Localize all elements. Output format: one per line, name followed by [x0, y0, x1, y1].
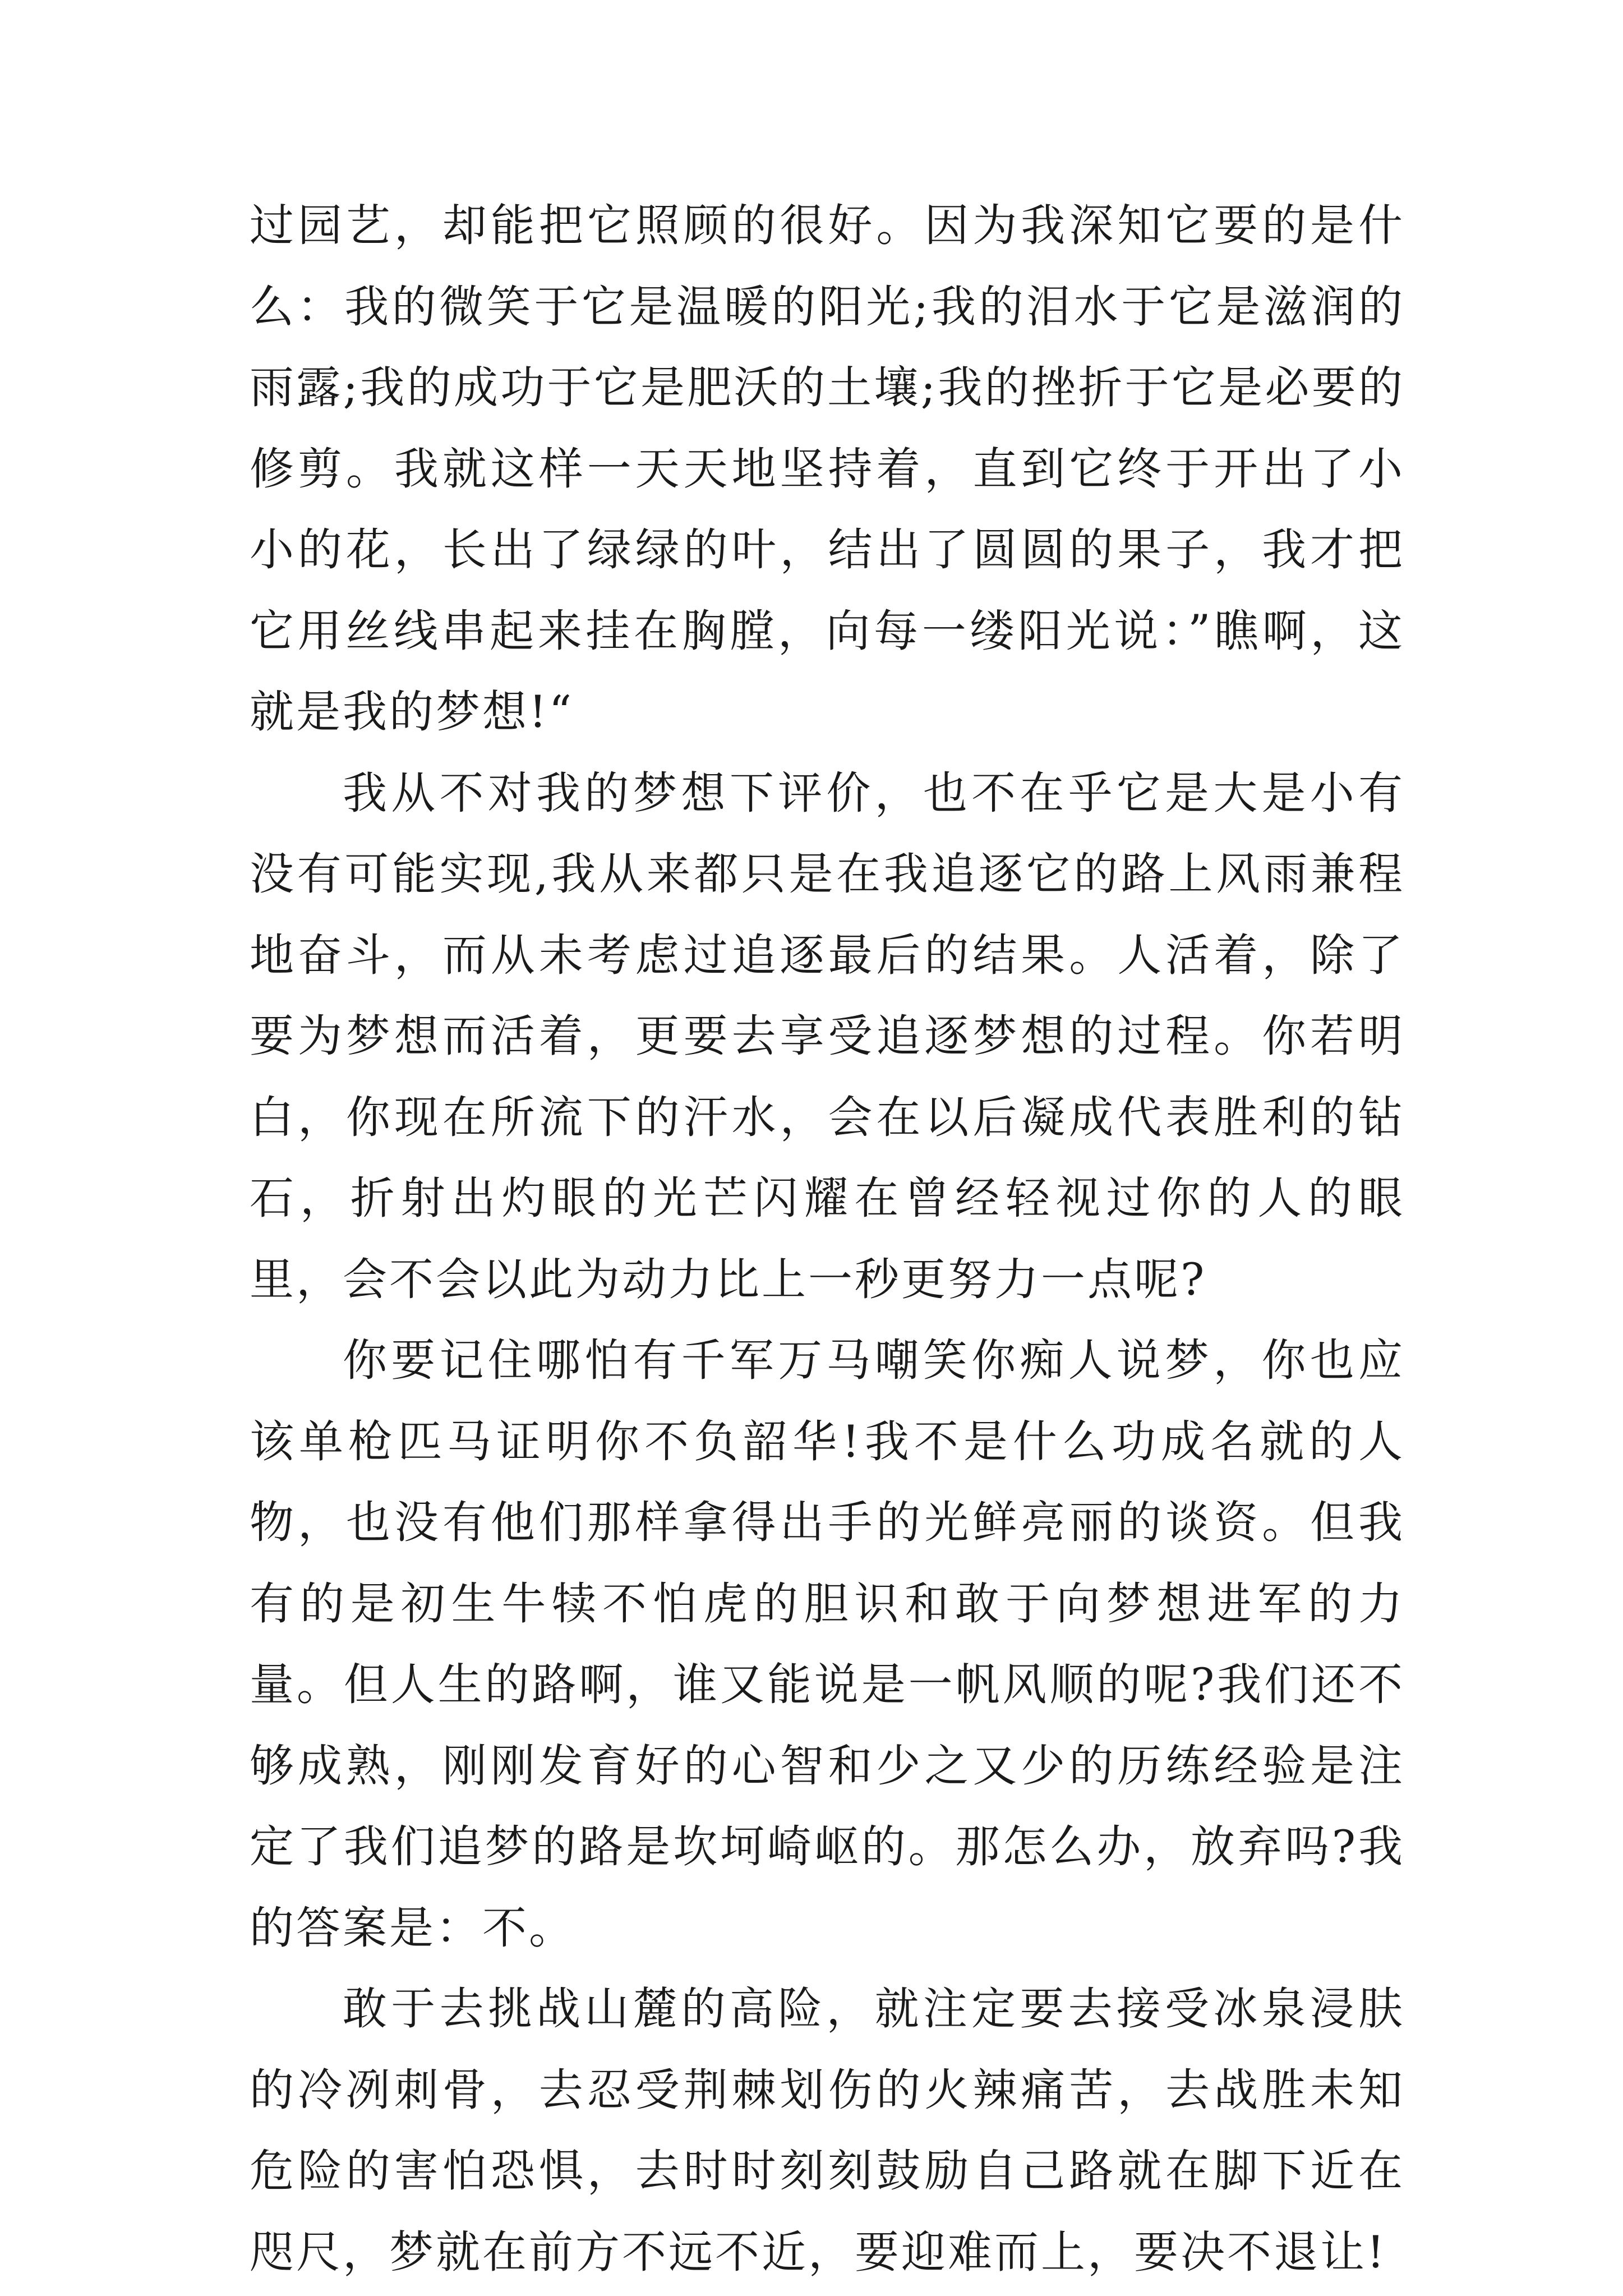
paragraph: 我从不对我的梦想下评价，也不在乎它是大是小有没有可能实现,我从来都只是在我追逐它的路上风雨兼程地奋斗，而从未考虑过追逐最后的结果。人活着，除了要为梦想而活着，更要去享受追逐梦想的过程。你若明白，你现在所流下的汗水，会在以后凝成代表胜利的钻石，折射出灼眼的光芒闪耀在曾经轻视过你的人的眼里，会不会以此为动力比上一秒更努力一点呢? [250, 767, 1405, 1305]
paragraph: 敢于去挑战山麓的高险，就注定要去接受冰泉浸肤的冷冽刺骨，去忍受荆棘划伤的火辣痛苦，去战胜未知危险的害怕恐惧，去时时刻刻鼓励自己路就在脚下近在咫尺，梦就在前方不远不近，要迎难而上，要决不退让! [250, 1983, 1405, 2278]
paragraph: 你要记住哪怕有千军万马嘲笑你痴人说梦，你也应该单枪匹马证明你不负韶华!我不是什么功成名就的人物，也没有他们那样拿得出手的光鲜亮丽的谈资。但我有的是初生牛犊不怕虎的胆识和敢于向梦想进军的力量。但人生的路啊，谁又能说是一帆风顺的呢?我们还不够成熟，刚刚发育好的心智和少之又少的历练经验是注定了我们追梦的路是坎坷崎岖的。那怎么办，放弃吗?我的答案是：不。 [250, 1335, 1405, 1954]
body-text [250, 185, 1405, 2293]
paragraph-continued: 过园艺，却能把它照顾的很好。因为我深知它要的是什么：我的微笑于它是温暖的阳光;我的泪水于它是滋润的雨露;我的成功于它是肥沃的土壤;我的挫折于它是必要的修剪。我就这样一天天地坚持着，直到它终于开出了小小的花，长出了绿绿的叶，结出了圆圆的果子，我才把它用丝线串起来挂在胸膛，向每一缕阳光说：”瞧啊，这就是我的梦想!“ [250, 200, 1405, 738]
